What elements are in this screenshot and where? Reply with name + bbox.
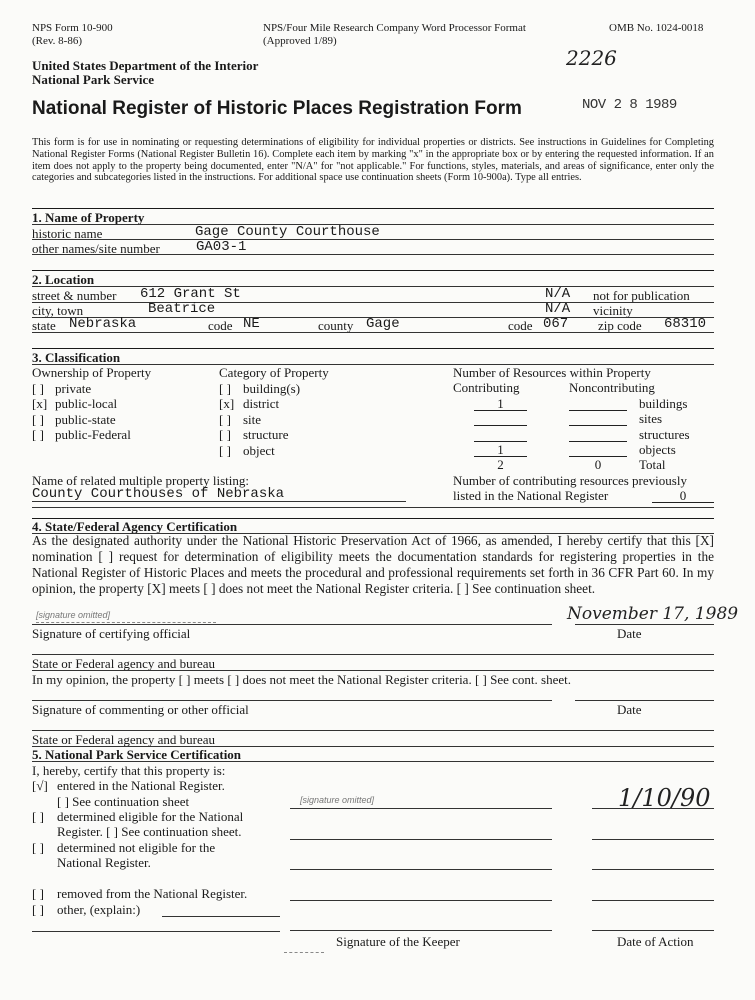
format-note: NPS/Four Mile Research Company Word Processor Format xyxy=(263,22,526,34)
contributing-value: 1 xyxy=(474,442,527,457)
state-code-label: code xyxy=(208,318,233,333)
certifying-date-value: November 17, 1989 xyxy=(567,604,739,624)
department: United States Department of the Interior xyxy=(32,58,259,73)
category-label: structure xyxy=(243,427,289,442)
ownership-label: public-state xyxy=(55,412,116,427)
opinion-text: In my opinion, the property [ ] meets [ ] does not meet the National Register criteria. [ ] See cont. sheet. xyxy=(32,672,571,687)
option-eligible-continuation[interactable]: Register. [ ] See continuation sheet. xyxy=(57,824,242,839)
keeper-initial-placeholder xyxy=(284,952,324,953)
certifying-signature-placeholder xyxy=(36,622,216,623)
option-checkbox[interactable]: [ ] xyxy=(32,840,44,855)
handwritten-number: 2226 xyxy=(566,46,617,70)
option-not-eligible: determined not eligible for the xyxy=(57,840,216,855)
keeper-signature-label: Signature of the Keeper xyxy=(336,934,460,949)
resource-row-label: sites xyxy=(639,411,663,426)
prev-listed-value: 0 xyxy=(652,488,714,503)
certifying-signature-label: Signature of certifying official xyxy=(32,626,191,641)
date-of-action-label: Date of Action xyxy=(617,934,694,949)
option-entered-continuation[interactable]: [ ] See continuation sheet xyxy=(57,794,190,809)
prev-listed-line1: Number of contributing resources previously xyxy=(453,473,687,488)
keeper-signature-note: [signature omitted] xyxy=(300,795,375,805)
section3-heading: 3. Classification xyxy=(32,350,121,365)
category-box[interactable]: [ ] xyxy=(219,443,231,458)
resource-row-label: Total xyxy=(639,457,666,472)
option-checkbox[interactable]: [ ] xyxy=(32,809,44,824)
option-not-eligible-line2: National Register. xyxy=(57,855,151,870)
contributing-total: 2 xyxy=(497,457,504,472)
related-listing-value: County Courthouses of Nebraska xyxy=(32,486,285,502)
noncontributing-value xyxy=(569,427,627,442)
other-names-value: GA03-1 xyxy=(196,239,247,255)
category-box[interactable]: [ ] xyxy=(219,427,231,442)
noncontributing-value xyxy=(569,411,627,426)
county-label: county xyxy=(318,318,354,333)
county-code-value: 067 xyxy=(543,316,569,332)
resource-row-label: buildings xyxy=(639,396,688,411)
county-value: Gage xyxy=(366,316,400,332)
ownership-label: public-local xyxy=(55,396,118,411)
other-names-label: other names/site number xyxy=(32,241,160,256)
ownership-label: public-Federal xyxy=(55,427,131,442)
instructions: This form is for use in nominating or requesting determinations of eligibility for individual properties or districts. See instructions in Guidelines for Completing National Register Forms (National Register Bulletin 16). Complete each item by marking "x" in the appropriate box or by entering the requested information. If an item does not apply to the property being documented, enter "N/A" for "not applicable." For functions, styles, materials, and areas of significance, enter only the categories and subcategories listed in the instructions. For additional space use continuation sheets (Form 10-900a). Type all entries. xyxy=(32,137,714,184)
action-date-value: 1/10/90 xyxy=(618,784,711,812)
option-other: other, (explain:) xyxy=(57,902,141,917)
county-code-label: code xyxy=(508,318,533,333)
city-value: Beatrice xyxy=(148,301,216,317)
contributing-value: 1 xyxy=(474,396,527,411)
street-label: street & number xyxy=(32,288,117,303)
state-code-value: NE xyxy=(243,316,260,332)
service: National Park Service xyxy=(32,72,155,87)
contributing-value xyxy=(474,427,527,442)
category-label: site xyxy=(243,412,262,427)
option-entered: entered in the National Register. xyxy=(57,778,225,793)
received-stamp: NOV 2 8 1989 xyxy=(582,97,677,113)
category-label: object xyxy=(243,443,275,458)
agency-label-2: State or Federal agency and bureau xyxy=(32,732,216,747)
ownership-box[interactable]: [ ] xyxy=(32,381,44,396)
resource-row-label: structures xyxy=(639,427,690,442)
commenting-signature-label: Signature of commenting or other official xyxy=(32,702,249,717)
certifying-date-label: Date xyxy=(617,626,642,641)
category-box[interactable]: [ ] xyxy=(219,412,231,427)
category-box[interactable]: [ ] xyxy=(219,381,231,396)
option-checkbox[interactable]: [ ] xyxy=(32,886,44,901)
agency-label: State or Federal agency and bureau xyxy=(32,656,216,671)
certifying-signature-note: [signature omitted] xyxy=(36,610,111,620)
section2-heading: 2. Location xyxy=(32,272,95,287)
certification-text: As the designated authority under the National Historic Preservation Act of 1966, as amended, I hereby certify that this [X] nomination [ ] request for determination of eligibility meets the documentation standards for registering properties in the National Register of Historic Places and meets the procedural and professional requirements set forth in 36 CFR Part 60. In my opinion, the property [X] meets [ ] does not meet the National Register criteria. [ ] See continuation sheet. xyxy=(32,533,714,596)
street-na: N/A xyxy=(545,286,571,302)
city-label: city, town xyxy=(32,303,84,318)
resource-row-label: objects xyxy=(639,442,676,457)
category-box[interactable]: [x] xyxy=(219,396,235,411)
keeper-intro: I, hereby, certify that this property is: xyxy=(32,763,226,778)
contributing-value xyxy=(474,411,527,426)
form-revision: (Rev. 8-86) xyxy=(32,35,82,47)
ownership-box[interactable]: [ ] xyxy=(32,412,44,427)
historic-name-label: historic name xyxy=(32,226,103,241)
section5-heading: 5. National Park Service Certification xyxy=(32,747,242,762)
approved-date: (Approved 1/89) xyxy=(263,35,337,47)
city-na: N/A xyxy=(545,301,571,317)
vicinity-label: vicinity xyxy=(593,303,633,318)
category-label: building(s) xyxy=(243,381,301,396)
ownership-label: private xyxy=(55,381,92,396)
category-heading: Category of Property xyxy=(219,365,329,380)
historic-name-value: Gage County Courthouse xyxy=(195,224,380,240)
noncontributing-value xyxy=(569,396,627,411)
form-number: NPS Form 10-900 xyxy=(32,22,113,34)
section4-heading: 4. State/Federal Agency Certification xyxy=(32,519,238,534)
related-listing-label: Name of related multiple property listing: xyxy=(32,473,249,488)
commenting-date-label: Date xyxy=(617,702,642,717)
noncontributing-value xyxy=(569,442,627,457)
ownership-box[interactable]: [x] xyxy=(32,396,48,411)
street-value: 612 Grant St xyxy=(140,286,241,302)
state-value: Nebraska xyxy=(69,316,137,332)
option-eligible: determined eligible for the National xyxy=(57,809,244,824)
option-removed: removed from the National Register. xyxy=(57,886,248,901)
resources-heading: Number of Resources within Property xyxy=(453,365,651,380)
category-label: district xyxy=(243,396,280,411)
noncontributing-heading: Noncontributing xyxy=(569,380,655,395)
ownership-box[interactable]: [ ] xyxy=(32,427,44,442)
prev-listed-line2: listed in the National Register xyxy=(453,488,609,503)
section1-heading: 1. Name of Property xyxy=(32,210,145,225)
ownership-heading: Ownership of Property xyxy=(32,365,152,380)
zip-value: 68310 xyxy=(664,316,707,332)
option-checkbox[interactable]: [ ] xyxy=(32,902,44,917)
not-for-publication: not for publication xyxy=(593,288,690,303)
zip-label: zip code xyxy=(598,318,642,333)
noncontributing-total: 0 xyxy=(594,457,602,472)
option-checkbox[interactable]: [√] xyxy=(32,778,48,793)
contributing-heading: Contributing xyxy=(453,380,520,395)
state-label: state xyxy=(32,318,56,333)
omb-number: OMB No. 1024-0018 xyxy=(609,22,704,34)
form-title: National Register of Historic Places Registration Form xyxy=(32,98,522,119)
